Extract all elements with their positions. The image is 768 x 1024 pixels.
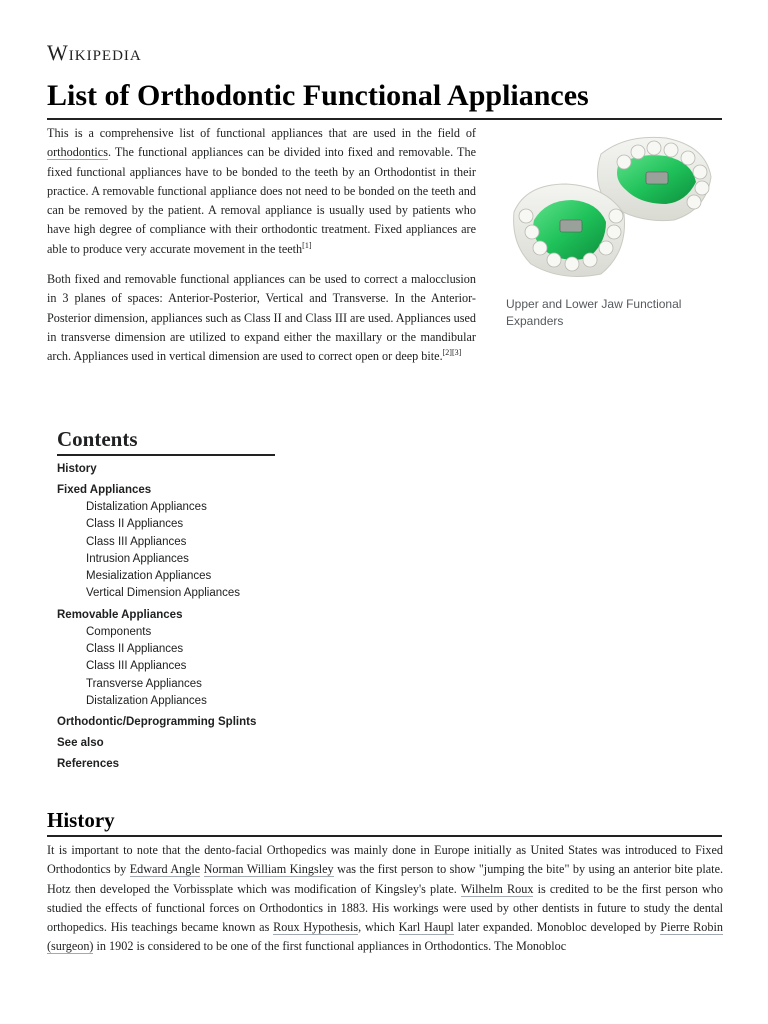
toc-subitem[interactable]: Components [86, 625, 152, 638]
history-paragraph [47, 841, 723, 957]
reference-1[interactable]: [1] [302, 240, 312, 250]
roux-hypothesis-link[interactable]: Roux Hypothesis [273, 920, 359, 935]
intro-paragraph-1 [47, 124, 476, 259]
toc-title: Contents [57, 424, 275, 456]
wikipedia-logo[interactable]: Wikipedia [47, 40, 142, 65]
toc-subitem[interactable]: Transverse Appliances [86, 677, 202, 690]
toc-section-history [57, 461, 277, 478]
intro-text: Both fixed and removable functional appliances can be used to correct a malocclusion in 3 planes of spaces: Anterior-Posterior, Vertical and Transverse. In the Anterior-Posterior dimension, appliances such as Class II and Class III are used. Appliances used in transverse dimension are utilized to expand either the maxillary or the mandibular arch. Appliances used in vertical dimension are used to correct open or deep bite. [47, 272, 476, 364]
toc-item[interactable]: History [57, 463, 97, 475]
toc-section-fixed-appliances [57, 482, 277, 603]
table-of-contents [57, 424, 277, 773]
page-title: List of Orthodontic Functional Appliances [47, 76, 722, 120]
orthodontics-link[interactable]: orthodontics [47, 145, 108, 160]
toc-subitem[interactable]: Vertical Dimension Appliances [86, 587, 241, 600]
intro-text: This is a comprehensive list of functional appliances that are used in the field of [47, 126, 476, 140]
history-text: later expanded. Monobloc developed by [453, 920, 661, 935]
toc-section-references [57, 756, 277, 773]
figure [506, 132, 722, 330]
norman-william-kingsley-link[interactable]: Norman William Kingsley [203, 862, 334, 877]
toc-section-splints [57, 714, 277, 731]
toc-item[interactable]: Fixed Appliances [57, 484, 152, 496]
toc-subitem[interactable]: Intrusion Appliances [86, 552, 189, 565]
toc-subitem[interactable]: Class II Appliances [86, 643, 184, 656]
history-text: in 1902 is considered to be one of the first functional appliances in Orthodontics. The Monobloc [93, 939, 567, 954]
toc-subitem[interactable]: Class II Appliances [86, 518, 184, 531]
wilhelm-roux-link[interactable]: Wilhelm Roux [460, 881, 534, 896]
toc-item[interactable]: References [57, 758, 120, 771]
intro-text: . The functional appliances can be divided into fixed and removable. The fixed functional appliances have to be bonded to the teeth by an Orthodontist in their practice. A removable functional appliance does not need to be bonded on the teeth and can be removed by the patient. A removal appliance is usually used by patients who have high degree of compliance with their orthodontic treatment. Fixed appliances are able to produce very accurate movement in the teeth [47, 145, 476, 256]
toc-subitem[interactable]: Class III Appliances [86, 535, 187, 548]
toc-section-removable-appliances [57, 607, 277, 710]
toc-subitem[interactable]: Distalization Appliances [86, 694, 207, 707]
history-section [47, 841, 723, 957]
toc-section-see-also [57, 735, 277, 752]
intro-paragraph-2 [47, 270, 476, 366]
toc-subitem[interactable]: Mesialization Appliances [86, 570, 212, 583]
intro-section [47, 124, 476, 378]
history-text: , which [358, 920, 399, 935]
history-text: was the first person to show "jumping the bite" by using an anterior bite plate. Hotz then developed the Vorbissplate which was modification of Kingsley's plate. [47, 862, 724, 896]
toc-subitem[interactable]: Class III Appliances [86, 660, 187, 673]
toc-item[interactable]: See also [57, 737, 104, 750]
toc-subitem[interactable]: Distalization Appliances [86, 501, 207, 513]
pierre-robin-link[interactable]: Pierre Robin (surgeon) [47, 920, 723, 954]
toc-item[interactable]: Removable Appliances [57, 608, 183, 621]
karl-haupl-link[interactable]: Karl Haupl [398, 920, 454, 935]
functional-expander-image[interactable] [506, 132, 716, 282]
reference-2-3[interactable]: [2][3] [442, 348, 462, 358]
history-text: It is important to note that the dento-facial Orthopedics was mainly done in Europe initially as United States was introduced to Fixed Orthodontics by [47, 843, 723, 877]
history-text: is credited to be the first person who studied the effects of functional forces on Orthodontics in 1883. His workings were used by other dentists in future to study the dental orthopedics. His teachings became known as [47, 881, 723, 935]
history-heading: History [47, 805, 722, 837]
figure-caption: Upper and Lower Jaw Functional Expanders [506, 297, 682, 328]
edward-angle-link[interactable]: Edward Angle [129, 862, 201, 877]
toc-item[interactable]: Orthodontic/Deprogramming Splints [57, 716, 257, 729]
